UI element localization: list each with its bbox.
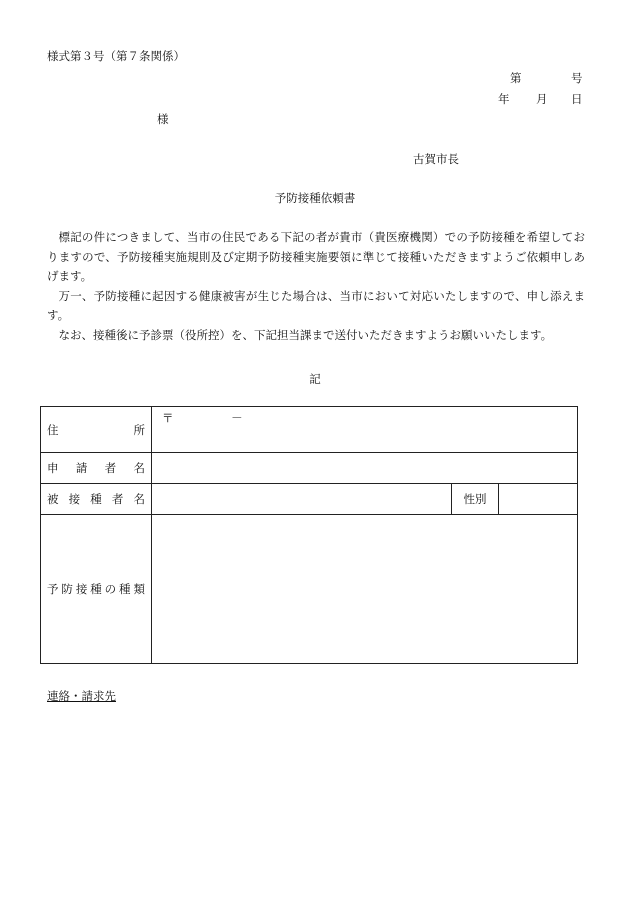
document-number-prefix: 第 — [510, 71, 522, 85]
date-day: 日 — [571, 92, 583, 106]
address-row — [41, 407, 578, 453]
postal-dash: － — [231, 411, 243, 425]
vaccine-type-field[interactable] — [152, 515, 578, 664]
document-title: 予防接種依頼書 — [274, 191, 356, 205]
ki-heading: 記 — [309, 372, 321, 386]
gender-label: 性別 — [452, 484, 499, 515]
vaccine-row — [41, 515, 578, 664]
gender-field[interactable] — [499, 484, 578, 515]
document-number-suffix: 号 — [571, 71, 583, 85]
body-paragraph: なお、接種後に予診票（役所控）を、下記担当課まで送付いただきますようお願いいたします。 — [58, 327, 553, 342]
address-label: 住 所 — [41, 407, 152, 453]
date-year: 年 — [498, 92, 510, 106]
body-text — [47, 228, 585, 345]
recipient-row — [41, 484, 578, 515]
postal-mark: 〒 — [162, 411, 174, 425]
body-paragraph: 万一、予防接種に起因する健康被害が生じた場合は、当市において対応いたしますので、申し添えます。 — [47, 288, 585, 322]
application-table — [40, 406, 578, 664]
recipient-label: 被 接 種 者 名 — [41, 484, 152, 515]
form-number: 様式第３号（第７条関係） — [47, 49, 185, 63]
address-field[interactable] — [152, 407, 578, 453]
applicant-name-field[interactable] — [152, 453, 578, 484]
addressee-suffix: 様 — [157, 112, 169, 126]
vaccine-type-label: 予 防 接 種 の 種 類 — [41, 515, 152, 664]
recipient-name-field[interactable] — [152, 484, 452, 515]
applicant-label: 申 請 者 名 — [41, 453, 152, 484]
applicant-row — [41, 453, 578, 484]
sender-name: 古賀市長 — [413, 152, 459, 166]
date-month: 月 — [536, 92, 548, 106]
body-paragraph: 標記の件につきまして、当市の住民である下記の者が貴市（貴医療機関）での予防接種を希望しておりますので、予防接種実施規則及び定期予防接種実施要領に準じて接種いただきますようご依頼申しあげます。 — [47, 230, 585, 283]
contact-heading: 連絡・請求先 — [47, 689, 116, 703]
